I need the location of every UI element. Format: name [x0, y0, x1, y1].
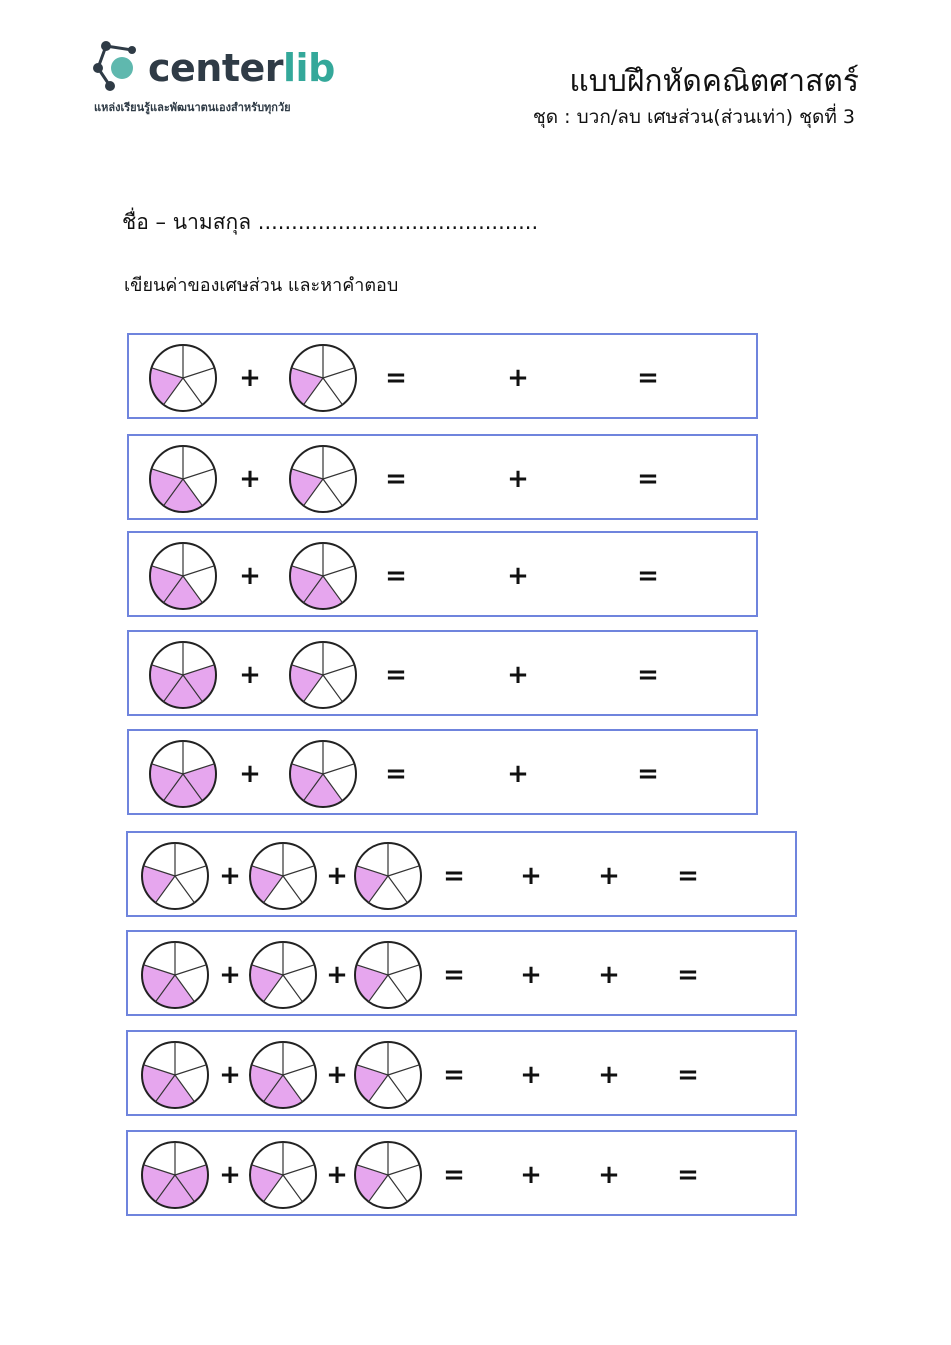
fraction-pie — [250, 942, 316, 1008]
shaded-slice — [250, 1165, 283, 1202]
fraction-pie — [150, 446, 216, 512]
pie-divider — [283, 1175, 302, 1202]
equals-sign: = — [385, 561, 407, 591]
fraction-pie — [150, 741, 216, 807]
fraction-pie — [355, 843, 421, 909]
plus-sign: + — [520, 861, 542, 891]
pie-divider — [183, 378, 202, 405]
fraction-pie — [290, 642, 356, 708]
plus-sign: + — [507, 561, 529, 591]
plus-sign: + — [219, 861, 241, 891]
pie-divider — [323, 764, 354, 774]
equals-sign: = — [637, 759, 659, 789]
plus-sign: + — [520, 960, 542, 990]
shaded-slice — [290, 665, 323, 702]
shaded-slice — [355, 965, 388, 1002]
shaded-slice — [355, 866, 388, 903]
pie-divider — [175, 965, 206, 975]
pie-divider — [388, 1065, 419, 1075]
equals-sign: = — [637, 660, 659, 690]
problem-box — [127, 630, 758, 716]
plus-sign: + — [239, 363, 261, 393]
plus-sign: + — [239, 561, 261, 591]
fraction-pie — [355, 1042, 421, 1108]
pie-divider — [323, 368, 354, 378]
worksheet-subtitle: ชุด : บวก/ลบ เศษส่วน(ส่วนเท่า) ชุดที่ 3 — [532, 106, 855, 128]
equals-sign: = — [443, 1060, 465, 1090]
fraction-pie — [150, 543, 216, 609]
fraction-pie — [142, 942, 208, 1008]
pie-divider — [175, 866, 206, 876]
pie-divider — [323, 566, 354, 576]
equals-sign: = — [385, 660, 407, 690]
logo-tagline: แหล่งเรียนรู้และพัฒนาตนเองสำหรับทุกวัย — [94, 101, 291, 114]
pie-divider — [323, 479, 342, 506]
pie-divider — [388, 975, 407, 1002]
pie-divider — [388, 1075, 407, 1102]
plus-sign: + — [598, 861, 620, 891]
plus-sign: + — [507, 363, 529, 393]
equals-sign: = — [677, 960, 699, 990]
fraction-pie — [142, 1042, 208, 1108]
shaded-slice — [142, 866, 175, 903]
fraction-pie — [250, 843, 316, 909]
problem-box — [127, 729, 758, 815]
fraction-pie — [290, 741, 356, 807]
plus-sign: + — [598, 1060, 620, 1090]
equals-sign: = — [637, 464, 659, 494]
fraction-pie — [150, 345, 216, 411]
pie-divider — [183, 469, 214, 479]
fraction-pies — [129, 731, 760, 817]
pie-divider — [388, 866, 419, 876]
plus-sign: + — [219, 960, 241, 990]
fraction-pie — [250, 1142, 316, 1208]
plus-sign: + — [520, 1060, 542, 1090]
pie-divider — [283, 975, 302, 1002]
plus-sign: + — [239, 660, 261, 690]
fraction-pies — [129, 533, 760, 619]
shaded-slice — [290, 368, 323, 405]
pie-divider — [283, 866, 314, 876]
shaded-slice — [250, 866, 283, 903]
pie-divider — [323, 469, 354, 479]
plus-sign: + — [219, 1160, 241, 1190]
pie-divider — [175, 876, 194, 903]
plus-sign: + — [219, 1060, 241, 1090]
shaded-slice — [290, 469, 323, 506]
equals-sign: = — [443, 960, 465, 990]
plus-sign: + — [598, 960, 620, 990]
plus-sign: + — [507, 660, 529, 690]
worksheet-title: แบบฝึกหัดคณิตศาสตร์ — [569, 64, 859, 99]
plus-sign: + — [598, 1160, 620, 1190]
plus-sign: + — [507, 464, 529, 494]
fraction-pie — [290, 543, 356, 609]
equals-sign: = — [677, 1060, 699, 1090]
problem-box — [126, 930, 797, 1016]
centerlib-logo — [92, 40, 342, 120]
problem-box — [126, 831, 797, 917]
fraction-pie — [142, 843, 208, 909]
fraction-pie — [355, 1142, 421, 1208]
plus-sign: + — [326, 960, 348, 990]
shaded-slice — [250, 965, 283, 1002]
instruction-text: เขียนค่าของเศษส่วน และหาคำตอบ — [124, 275, 399, 296]
fraction-pie — [290, 345, 356, 411]
pie-divider — [283, 1165, 314, 1175]
pie-divider — [283, 1065, 314, 1075]
plus-sign: + — [326, 861, 348, 891]
problem-box — [127, 333, 758, 419]
pie-divider — [283, 965, 314, 975]
equals-sign: = — [385, 363, 407, 393]
fraction-pies — [129, 632, 760, 718]
shaded-slice — [355, 1165, 388, 1202]
problem-box — [126, 1130, 797, 1216]
molecule-logo-icon — [92, 40, 152, 96]
equals-sign: = — [637, 561, 659, 591]
equals-sign: = — [677, 861, 699, 891]
pie-divider — [183, 368, 214, 378]
pie-divider — [283, 876, 302, 903]
plus-sign: + — [239, 464, 261, 494]
fraction-pie — [142, 1142, 208, 1208]
equals-sign: = — [443, 861, 465, 891]
pie-divider — [388, 1165, 419, 1175]
pie-divider — [183, 566, 214, 576]
student-name-line: ชื่อ – นามสกุล .......................................... — [122, 210, 539, 234]
fraction-pie — [250, 1042, 316, 1108]
equals-sign: = — [443, 1160, 465, 1190]
plus-sign: + — [326, 1060, 348, 1090]
pie-divider — [388, 876, 407, 903]
pie-divider — [175, 1065, 206, 1075]
equals-sign: = — [385, 759, 407, 789]
equals-sign: = — [637, 363, 659, 393]
pie-divider — [323, 378, 342, 405]
plus-sign: + — [326, 1160, 348, 1190]
fraction-pie — [355, 942, 421, 1008]
problem-box — [126, 1030, 797, 1116]
pie-divider — [323, 675, 342, 702]
plus-sign: + — [239, 759, 261, 789]
shaded-slice — [355, 1065, 388, 1102]
problem-box — [127, 531, 758, 617]
plus-sign: + — [520, 1160, 542, 1190]
fraction-pie — [290, 446, 356, 512]
problem-box — [127, 434, 758, 520]
logo-wordmark: centerlib — [148, 46, 335, 90]
fraction-pies — [129, 436, 760, 522]
fraction-pies — [129, 335, 760, 421]
shaded-slice — [150, 368, 183, 405]
pie-divider — [323, 665, 354, 675]
plus-sign: + — [507, 759, 529, 789]
pie-divider — [388, 1175, 407, 1202]
pie-divider — [388, 965, 419, 975]
equals-sign: = — [677, 1160, 699, 1190]
equals-sign: = — [385, 464, 407, 494]
fraction-pie — [150, 642, 216, 708]
